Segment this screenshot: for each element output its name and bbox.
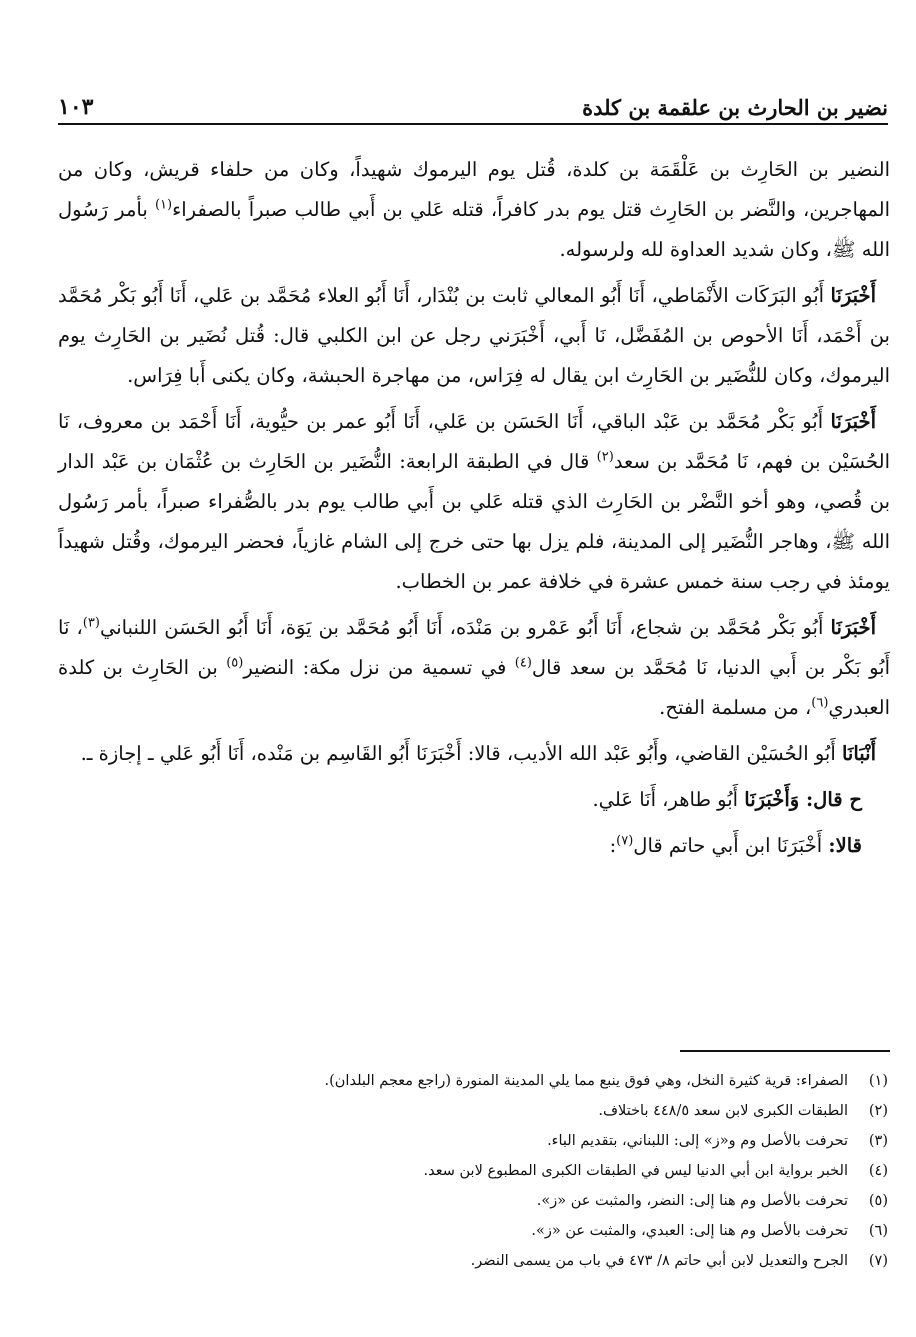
text: النضير بن الحَارِث بن عَلْقَمَة بن كلدة، قُتل يوم اليرموك شهيداً، وكان من حلفاء قريش، وكان من المهاجرين، والنَّضر بن الحَارِث قتل يوم بدر كافراً، قتله عَلي بن أَبي طالب صبراً بالصفراء [58, 158, 890, 221]
text: بأمر رَسُول الله ﷺ، وكان شديد العداوة لله ولرسوله. [58, 198, 890, 261]
footnote-text: الجرح والتعديل لابن أبي حاتم ٨/ ٤٧٣ في باب من يسمى النضر. [470, 1253, 848, 1269]
paragraph-6 [58, 780, 890, 820]
footnote-ref: (٥) [226, 655, 244, 671]
isnad-lead: أَخْبَرَنَا [830, 410, 876, 433]
footnote-ref: (٦) [811, 695, 829, 711]
footnote [240, 1096, 888, 1126]
isnad-lead: أَنْبَانَا [841, 742, 876, 765]
text: أَبُو الحُسَيْن القاضي، وأَبُو عَبْد الله الأديب، قالا: أَخْبَرَنَا أَبُو القَاسِم بن مَنْده، أَنَا أَبُو عَلي ـ إجازة ـ. [80, 742, 842, 765]
footnote [240, 1156, 888, 1186]
footnote-number: (٣) [868, 1133, 888, 1149]
footnote-text: الصفراء: قرية كثيرة النخل، وهي فوق ينبع مما يلي المدينة المنورة (راجع معجم البلدان). [324, 1073, 848, 1089]
text: أَبُو بَكْر مُحَمَّد بن شجاع، أَنَا أَبُو عَمْرو بن مَنْدَه، أَنَا أَبُو مُحَمَّد بن يَوَة، أَنَا أَبُو الحَسَن اللنباني [99, 616, 831, 639]
footnote [240, 1216, 888, 1246]
main-text [58, 150, 890, 872]
footnote-number: (٢) [868, 1103, 888, 1119]
text: في تسمية من نزل مكة: النضير [243, 656, 515, 679]
isnad-lead: ح قال: وَأَخْبَرَنَا [744, 788, 862, 811]
footnote-number: (٧) [868, 1253, 888, 1269]
text: ، من مسلمة الفتح. [659, 696, 812, 719]
paragraph-7 [58, 826, 890, 866]
footnote-number: (٥) [868, 1193, 888, 1209]
footnote-ref: (٣) [82, 615, 100, 631]
footnote-ref: (٢) [596, 449, 614, 465]
footnote [240, 1186, 888, 1216]
text: قال في الطبقة الرابعة: النُّضَير بن الحَارِث بن عُثْمَان بن عَبْد الدار بن قُصي، وهو أخو النَّضْر بن الحَارِث الذي قتله عَلي بن أَبي طالب يوم بدر بالصُّفراء صبراً، بأمر رَسُول الله ﷺ، وهاجر النُّضَير إلى المدينة، فلم يزل بها حتى خرج إلى الشام غازياً، فحضر اليرموك، وقُتل شهيداً يومئذ في رجب سنة خمس عشرة في خلافة عمر بن الخطاب. [58, 450, 890, 593]
isnad-lead: أَخْبَرَنَا [830, 616, 876, 639]
page-header [58, 78, 888, 120]
paragraph-3 [58, 402, 890, 602]
text: بن الحَارِث بن كلدة العبدري [58, 656, 890, 719]
page-number: ١٠٣ [58, 94, 94, 120]
text: أَبُو طاهر، أَنَا عَلي. [592, 788, 745, 811]
running-title: نضير بن الحارث بن علقمة بن كلدة [582, 95, 888, 120]
isnad-lead: أَخْبَرَنَا [830, 284, 876, 307]
paragraph-4 [58, 608, 890, 728]
footnote-ref: (٤) [514, 655, 532, 671]
footnote-text: تحرفت بالأصل وم هنا إلى: النضر، والمثبت عن «ز». [536, 1193, 848, 1209]
isnad-lead: قالا: [828, 834, 862, 857]
footnote [240, 1066, 888, 1096]
footnote [240, 1126, 888, 1156]
footnote-text: الخبر برواية ابن أبي الدنيا ليس في الطبقات الكبرى المطبوع لابن سعد. [423, 1163, 848, 1179]
text: أَخْبَرَنَا ابن أَبي حاتم قال [633, 834, 829, 857]
header-rule [58, 123, 888, 125]
paragraph-1 [58, 150, 890, 270]
footnote-text: الطبقات الكبرى لابن سعد ٤٤٨/٥ باختلاف. [598, 1103, 848, 1119]
text: أَبُو البَرَكَات الأَنْمَاطي، أَنَا أَبُو المعالي ثابت بن بُنْدَار، أَنَا أَبُو العلاء مُحَمَّد بن عَلي، أَنَا أَبُو بَكْر مُحَمَّد بن أَحْمَد، أَنَا الأحوص بن المُفَضَّل، نَا أَبي، أَخْبَرَني رجل عن ابن الكلبي قال: قُتل نُضَير بن الحَارِث يوم اليرموك، وكان للنُّضَير بن الحَارِث ابن يقال له فِرَاس، من مهاجرة الحبشة، وكان يكنى أَبا فِرَاس. [58, 284, 890, 387]
footnote-number: (٦) [868, 1223, 888, 1239]
text: : [609, 834, 617, 857]
footnote-rule [680, 1050, 890, 1052]
text: ، نَا أَبُو بَكْر بن أَبي الدنيا، نَا مُحَمَّد بن سعد قال [58, 616, 890, 679]
footnotes [240, 1066, 888, 1276]
footnote-text: تحرفت بالأصل وم و«ز» إلى: اللبناني، بتقديم الباء. [547, 1133, 848, 1149]
footnote [240, 1246, 888, 1276]
footnote-ref: (٧) [616, 833, 634, 849]
paragraph-5 [58, 734, 890, 774]
footnote-ref: (١) [154, 197, 173, 213]
footnote-number: (٤) [868, 1163, 888, 1179]
footnote-number: (١) [868, 1073, 888, 1089]
footnote-text: تحرفت بالأصل وم هنا إلى: العبدي، والمثبت عن «ز». [531, 1223, 848, 1239]
paragraph-2 [58, 276, 890, 396]
text: أَبُو بَكْر مُحَمَّد بن عَبْد الباقي، أَنَا الحَسَن بن عَلي، أَنَا أَبُو عمر بن حيُّوية، أَنَا أَحْمَد بن معروف، نَا الحُسَيْن بن فهم، نَا مُحَمَّد بن سعد [58, 410, 890, 473]
